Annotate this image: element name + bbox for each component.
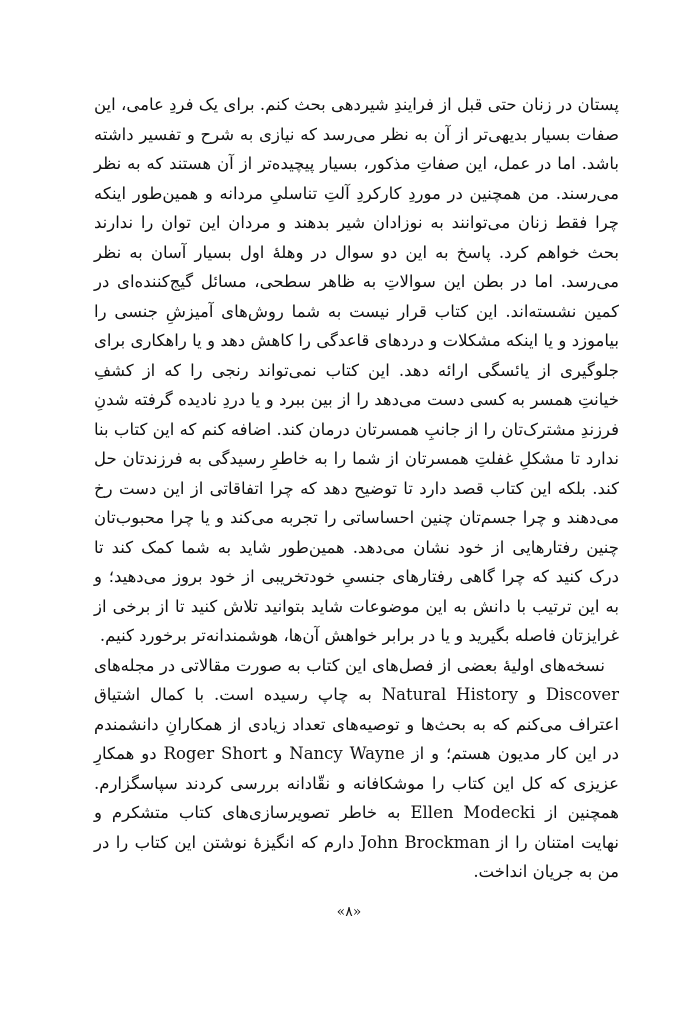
- paragraph-2: نسخه‌های اولیهٔ بعضی از فصل‌های این کتاب به صورت مقالاتی در مجله‌های Discover و Natural History به چاپ رسیده است. با کمال اشتیاق اعتراف می‌کنم که به بحث‌ها و توصیه‌های تعداد زیادی از همکارانِ دانشمندم در این کار مدیون هستم؛ و از Nancy Wayne و Roger Short دو همکارِ عزیزی که کل این کتاب را موشکافانه و نقّادانه بررسی کردند سپاسگزارم. همچنین از Ellen Modecki به خاطر تصویرسازی‌های کتاب متشکرم و نهایت امتنان را از John Brockman دارم که انگیزهٔ نوشتن این کتاب را در من به جریان انداخت.: [94, 655, 620, 881]
- body-text: [94, 90, 619, 887]
- page-number: «۸»: [336, 904, 362, 920]
- paragraph-1: پستان در زنان حتی قبل از فرایندِ شیردهی بحث کنم. برای یک فردِ عامی، این صفات بسیار بدیهی‌تر از آن به نظر می‌رسد که نیازی به شرح و تفسیر داشته باشد. اما در عمل، این صفاتِ مذکور، بسیار پیچیده‌تر از آن هستند که به نظر می‌رسند. من همچنین در موردِ کارکردِ آلتِ تناسلیِ مردانه و همین‌طور اینکه چرا فقط زنان می‌توانند به نوزادان شیر بدهند و مردان این توان را ندارند بحث خواهم کرد. پاسخ به این دو سوال در وهلهٔ اول بسیار آسان به نظر می‌رسد. اما در بطن این سوالاتِ به ظاهر سطحی، مسائل گیج‌کننده‌ای در کمین نشسته‌اند. این کتاب قرار نیست به شما روش‌های آمیزشِ جنسی را بیاموزد و یا اینکه مشکلات و دردهای قاعدگی را کاهش دهد و یا راهکاری برای جلوگیری از یائسگی ارائه دهد. این کتاب نمی‌تواند رنجی را که از کشفِ خیانتِ همسر به کسی دست می‌دهد را از بین ببرد و یا دردِ نادیده گرفته شدنِ فرزندِ مشترک‌تان را از جانبِ همسرتان درمان کند. اضافه کنم که این کتاب بنا ندارد تا مشکلِ غفلتِ همسرتان از شما را به خاطرِ رسیدگی به فرزندتان حل کند. بلکه این کتاب قصد دارد تا توضیح دهد که چرا اتفاقاتی از این دست رخ می‌دهند و چرا جسم‌تان چنین احساساتی را تجربه می‌کند و یا چرا محبوب‌تان چنین رفتارهایی از خود نشان می‌دهد. همین‌طور شاید به شما کمک کند تا درک کنید که چرا گاهی رفتارهای جنسیِ خودتخریبی از خود بروز می‌دهید؛ و به این ترتیب با دانش به این موضوعات شاید بتوانید تلاش کنید تا از برخی از غرایزتان فاصله بگیرید و یا در برابر خواهش آن‌ها، هوشمندانه‌تر برخورد کنیم.: [94, 95, 619, 645]
